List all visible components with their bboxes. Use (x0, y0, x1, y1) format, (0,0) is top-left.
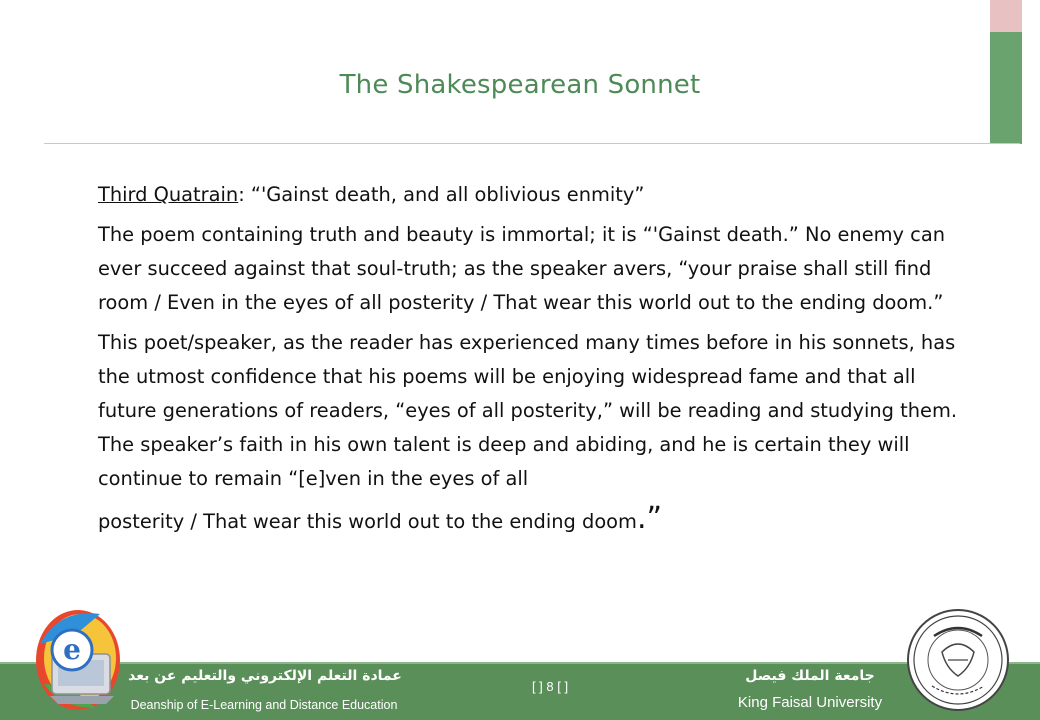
paragraph-2-text: This poet/speaker, as the reader has experienced many times before in his sonnets, has the utmost confidence that his poems will be enjoying widespread fame and that all future generations of readers, “eyes of all posterity,” will be reading and studying them. The speaker’s faith in his own talent is deep and abiding, and he is certain they will continue to remain “[e]ven in the eyes of all (98, 331, 958, 490)
elearning-logo-icon (30, 604, 126, 716)
footer-university-arabic: جامعة الملك فيصل (745, 668, 875, 684)
svg-text:e: e (63, 633, 81, 666)
slide-title: The Shakespearean Sonnet (339, 70, 701, 100)
paragraph-2-end-quote: .” (636, 501, 663, 536)
slide-body (98, 178, 968, 539)
quatrain-quote: : “'Gainst death, and all oblivious enmity” (238, 183, 645, 206)
footer-top-line (0, 662, 1040, 664)
university-seal-icon (904, 606, 1012, 714)
quatrain-label: Third Quatrain (98, 183, 239, 206)
corner-accent-pink (990, 0, 1022, 32)
paragraph-2 (98, 326, 968, 496)
paragraph-2-last-text: posterity / That wear this world out to the ending doom (98, 510, 637, 533)
paragraph-1: The poem containing truth and beauty is immortal; it is “'Gainst death.” No enemy can ever succeed against that soul-truth; as the speaker avers, “your praise shall still find room / Even in the eyes of all posterity / That wear this world out to the ending doom.” (98, 223, 946, 314)
quatrain-heading (98, 178, 968, 212)
footer-deanship-arabic: عمادة التعلم الإلكتروني والتعليم عن بعد (128, 668, 402, 684)
footer-deanship-english: Deanship of E-Learning and Distance Education (130, 698, 398, 712)
title-divider (44, 143, 1020, 144)
footer-university-english: King Faisal University (737, 694, 883, 711)
page-number: [ ] 8 [ ] (531, 679, 569, 694)
paragraph-2-last-line (98, 502, 968, 539)
